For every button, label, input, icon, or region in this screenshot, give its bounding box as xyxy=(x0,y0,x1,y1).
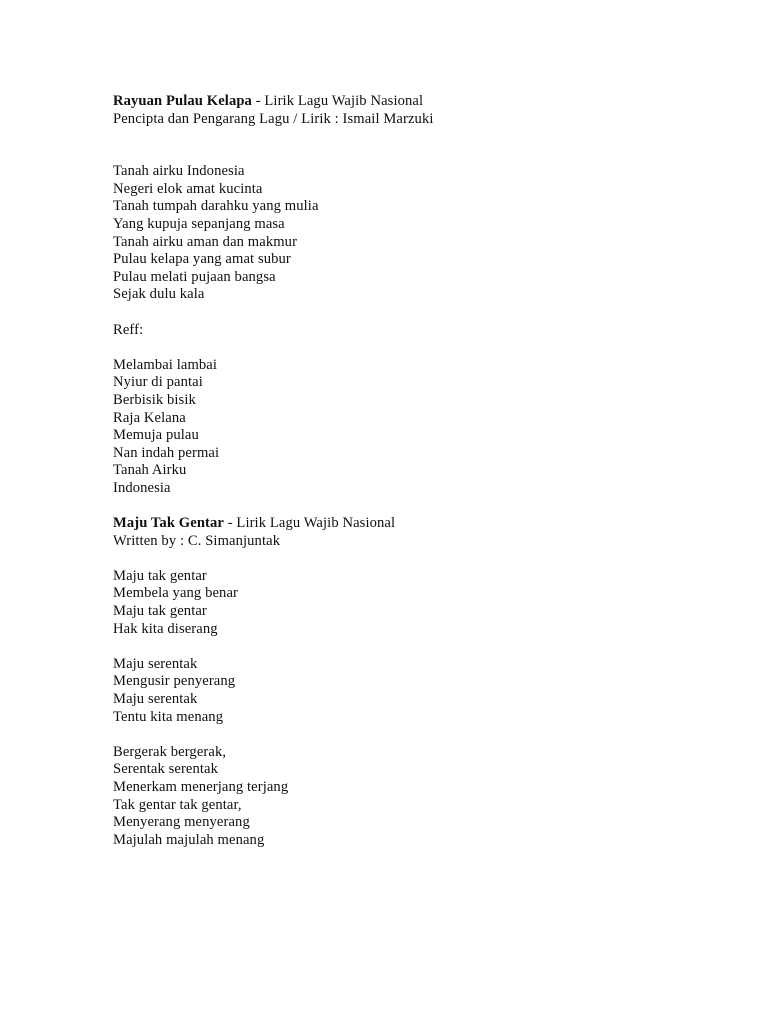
spacer xyxy=(113,638,713,656)
lyric-line: Tak gentar tak gentar, xyxy=(113,796,242,813)
song2-credit: Written by : C. Simanjuntak xyxy=(113,532,281,549)
lyric-line: Nan indah permai xyxy=(113,444,220,461)
lyric-line: Pulau melati pujaan bangsa xyxy=(113,268,276,285)
lyric-line: Raja Kelana xyxy=(113,409,186,426)
lyric-line: Bergerak bergerak, xyxy=(113,743,227,760)
lyric-line: Melambai lambai xyxy=(113,356,218,373)
lyric-line: Maju serentak xyxy=(113,691,198,707)
lyric-line: Yang kupuja sepanjang masa xyxy=(113,215,285,232)
spacer xyxy=(113,304,713,322)
lyric-line: Nyiur di pantai xyxy=(113,374,203,391)
song1-title-suffix: - Lirik Lagu Wajib Nasional xyxy=(251,93,424,109)
spacer xyxy=(113,128,713,163)
song1-heading xyxy=(113,93,713,111)
song1-credit: Pencipta dan Pengarang Lagu / Lirik : Ismail Marzuki xyxy=(113,110,434,127)
lyric-line: Membela yang benar xyxy=(113,585,238,602)
lyric-line: Memuja pulau xyxy=(113,427,199,444)
spacer xyxy=(113,339,713,357)
lyric-line: Tanah airku Indonesia xyxy=(113,163,245,180)
song2-stanza-3 xyxy=(113,744,713,850)
song1-verse xyxy=(113,163,713,304)
lyric-line: Maju tak gentar xyxy=(113,567,207,584)
lyric-line: Maju serentak xyxy=(113,655,198,672)
lyric-line: Serentak serentak xyxy=(113,761,219,778)
lyric-line: Tanah Airku xyxy=(113,462,187,479)
song1-reff xyxy=(113,357,713,498)
reff-label: Reff: xyxy=(113,321,144,338)
lyric-line: Pulau kelapa yang amat subur xyxy=(113,251,291,268)
song1-title: Rayuan Pulau Kelapa xyxy=(113,93,252,109)
song2-stanza-1 xyxy=(113,568,713,638)
lyric-line: Berbisik bisik xyxy=(113,391,196,408)
lyric-line: Majulah majulah menang xyxy=(113,831,265,848)
lyric-line: Menerkam menerjang terjang xyxy=(113,778,289,795)
lyric-line: Maju tak gentar xyxy=(113,603,207,620)
song2-stanza-2 xyxy=(113,656,713,726)
lyric-line: Hak kita diserang xyxy=(113,620,218,637)
spacer xyxy=(113,497,713,515)
document-content xyxy=(113,93,713,849)
spacer xyxy=(113,550,713,568)
lyric-line: Tanah tumpah darahku yang mulia xyxy=(113,198,319,215)
lyric-line: Menyerang menyerang xyxy=(113,814,250,831)
spacer xyxy=(113,726,713,744)
lyric-line: Indonesia xyxy=(113,479,171,496)
song2-heading xyxy=(113,515,713,533)
song2-title-suffix: - Lirik Lagu Wajib Nasional xyxy=(223,515,396,532)
lyric-line: Mengusir penyerang xyxy=(113,673,236,690)
lyric-line: Tanah airku aman dan makmur xyxy=(113,233,298,250)
song2-title: Maju Tak Gentar xyxy=(113,515,224,532)
lyric-line: Tentu kita menang xyxy=(113,708,224,725)
lyric-line: Negeri elok amat kucinta xyxy=(113,180,263,197)
lyric-line: Sejak dulu kala xyxy=(113,286,205,303)
